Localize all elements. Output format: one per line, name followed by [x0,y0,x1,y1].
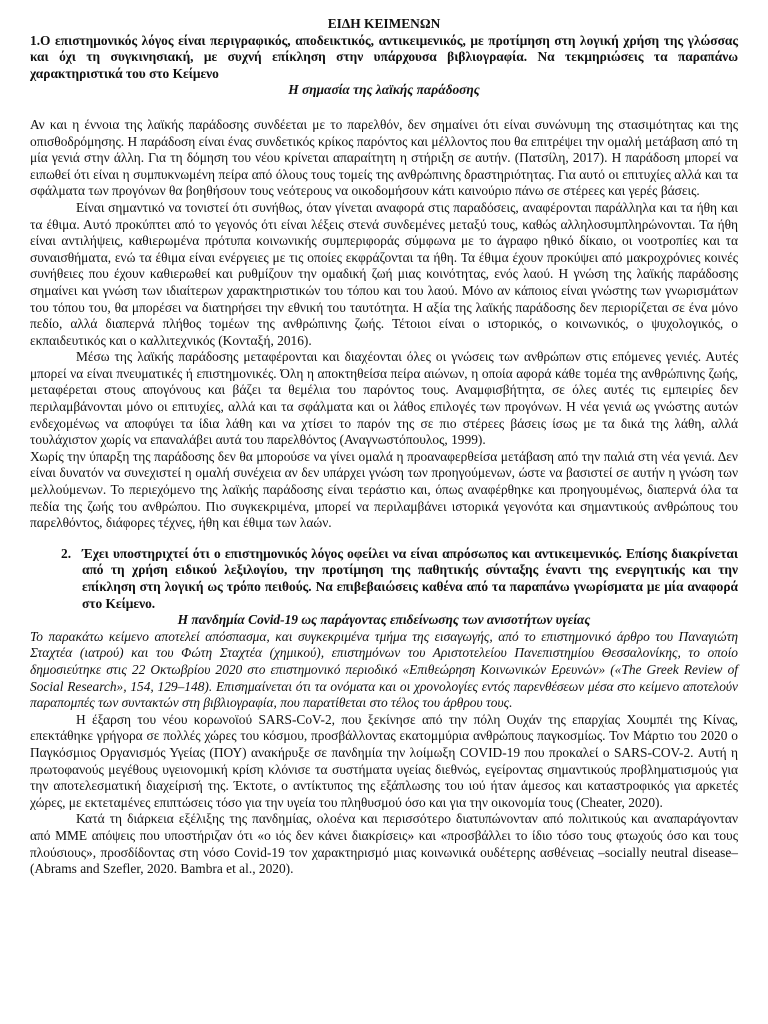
task1-paragraph-1: Αν και η έννοια της λαϊκής παράδοσης συνδέεται με το παρελθόν, δεν σημαίνει ότι είναι συνώνυμη της στασιμότητας και της οπισθοδρόμησης. Η παράδοση είναι ένας συνδετικός κρίκος παρόντος και μέλλοντος που θα επιτρέψει την ομαλή μετάβαση από τη μία γενιά στην άλλη. Για τη δόμηση του νέου κρίνεται απαραίτητη η στήριξη σε αυτήν. (Πατσίλη, 2017). Η παράδοση μπορεί να ειπωθεί ότι είναι η συμπυκνωμένη πείρα από όλους τους τομείς της ανθρώπινης δραστηριότητας. Για αυτό οι επιτυχίες αλλά και τα σφάλματα των προγόνων θα βοηθήσουν τους νεότερους να οικοδομήσουν κάτι καινούριο πάνω σε στέρεες και γερές βάσεις. [30,116,738,199]
task1-prompt: 1.Ο επιστημονικός λόγος είναι περιγραφικός, αποδεικτικός, αντικειμενικός, με προτίμηση στη λογική χρήση της γλώσσας και όχι τη συγκινησιακή, με συχνή επίκληση στην υπάρχουσα βιβλιογραφία. Να τεκμηριώσεις τα παραπάνω χαρακτηριστικά του στο Κείμενο [30,32,738,81]
task2-intro-note: Το παρακάτω κείμενο αποτελεί απόσπασμα, και συγκεκριμένα τμήμα της εισαγωγής, από το επιστημονικό άρθρο του Παναγιώτη Σταχτέα (ιατρού) και του Φώτη Σταχτέα (χημικού), επιστημόνων του Αριστοτελείου Πανεπιστημίου Θεσσαλονίκης, το οποίο δημοσιεύτηκε στις 22 Οκτωβρίου 2020 στο επιστημονικό περιοδικό «Επιθεώρηση Κοινωνικών Ερευνών» («The Greek Review of Social Research», 154, 129–148). Επισημαίνεται ότι τα ονόματα και οι χρονολογίες εντός παρενθέσεων μέσα στο κείμενο αποτελούν παραπομπές των συντακτών στη βιβλιογραφία, που παρατίθεται στο τέλος του άρθρου τους. [30,628,738,711]
task1-paragraph-4: Χωρίς την ύπαρξη της παράδοσης δεν θα μπορούσε να γίνει ομαλά η προαναφερθείσα μετάβαση από την παλιά στη νέα γενιά. Δεν είναι δυνατόν να συνεχιστεί η ομαλή συνέχεια αν δεν υπάρχει γνώση των προηγούμενων, ώστε να βασιστεί σε αυτήν η γνώση των μελλούμενων. Το περιεχόμενο της λαϊκής παράδοσης είναι τεράστιο και, όπως αναφέρθηκε και προηγουμένως, διαπερνά όλα τα πεδία της ζωής του ανθρώπου. Πιο συγκεκριμένα, μπορεί να περιλαμβάνει ιστορικά γεγονότα και σημαντικούς ανθρώπους του παρελθόντος, διάφορες τέχνες, ήθη και έθιμα των λαών. [30,448,738,531]
task2-prompt [30,546,738,612]
task2-number: 2. [61,545,72,561]
task2-prompt-text: Έχει υποστηριχτεί ότι ο επιστημονικός λόγος οφείλει να είναι απρόσωπος και αντικειμενικός. Επίσης διακρίνεται από τη χρήση ειδικού λεξιλογίου, την προτίμηση της παθητικής σύνταξης έναντι της ενεργητικής και την επίκληση στη λογική ως τρόπο πειθούς. Να επιβεβαιώσεις καθένα από τα παραπάνω γνωρίσματα με μία αναφορά στο Κείμενο. [82,545,738,611]
task2-paragraph-1: Η έξαρση του νέου κορωνοϊού SARS-CoV-2, που ξεκίνησε από την πόλη Ουχάν της επαρχίας Χουμπέι της Κίνας, επεκτάθηκε γρήγορα σε πολλές χώρες του κόσμου, προσβάλλοντας εκατομμύρια ανθρώπους παγκοσμίως. Τον Μάρτιο του 2020 ο Παγκόσμιος Οργανισμός Υγείας (ΠΟΥ) ανακήρυξε σε πανδημία την λοίμωξη COVID-19 που προκαλεί ο SARS-COV-2. Αυτή η πρωτοφανούς μεγέθους υγειονομική κρίση κλόνισε τα συστήματα υγείας διεθνώς, εγείροντας σημαντικούς προβληματισμούς για την αποτελεσματική διαχείρισή της. Έκτοτε, ο αντίκτυπος της εξάπλωσης του ιού ήταν άμεσος και καταστροφικός για αρκετές χώρες, με εκτεταμένες επιπτώσεις τόσο για την υγεία του πληθυσμού όσο και για την οικονομία τους (Cheater, 2020). [30,711,738,810]
spacer [30,99,738,117]
task1-text-title: Η σημασία της λαϊκής παράδοσης [288,82,480,98]
task2-paragraph-2: Κατά τη διάρκεια εξέλιξης της πανδημίας, ολοένα και περισσότερο διατυπώνονταν από πολιτικούς και αναπαράγονταν από ΜΜΕ απόψεις που υποστήριζαν ότι «ο ιός δεν κάνει διακρίσεις» και «προσβάλλει το ίδιο τόσο τους φτωχούς όσο και τους πλούσιους», προσδίδοντας στη νόσο Covid-19 τον χαρακτηρισμό μιας κοινωνικά ουδέτερης ασθένειας –socially neutral disease–(Abrams and Szefler, 2020. Bambra et al., 2020). [30,811,738,877]
task1-paragraph-3: Μέσω της λαϊκής παράδοσης μεταφέρονται και διαχέονται όλες οι γνώσεις των ανθρώπων στις επόμενες γενιές. Αυτές μπορεί να είναι πνευματικές ή επιστημονικές. Όλη η αποκτηθείσα πείρα αιώνων, η οποία αφορά κάθε τομέα της ανθρώπινης ζωής, μεταφέρεται στους απογόνους και βάζει τα θεμέλια του παρόντος τους. Αναμφισβήτητα, σε όλες αυτές τις εμπειρίες δεν περιλαμβάνονται μόνο οι επιτυχίες, αλλά και τα σφάλματα και οι λάθος επιλογές των προγόνων. Η νέα γενιά ως γνώστης αυτών ενδεχομένως να αποφύγει τα ίδια λάθη και να χτίσει το παρόν της σε πιο στέρεες βάσεις ίσως με τα δικά της λάθη, αλλά τουλάχιστον χωρίς να επαναλάβει αυτά του παρελθόντος (Αναγνωστόπουλος, 1999). [30,349,738,448]
document-heading: ΕΙΔΗ ΚΕΙΜΕΝΩΝ [327,16,441,31]
spacer [30,532,738,546]
task1-paragraph-2: Είναι σημαντικό να τονιστεί ότι συνήθως, όταν γίνεται αναφορά στις παραδόσεις, αναφέρονται παράλληλα και τα ήθη και τα έθιμα. Αυτό προκύπτει από το γεγονός ότι είναι λέξεις στενά συνδεμένες μεταξύ τους, καθώς αλληλοσυμπληρώνονται. Τα ήθη είναι αντιλήψεις, καθιερωμένα πρότυπα κοινωνικής συμπεριφοράς σύμφωνα με το άγραφο ηθικό δίκαιο, οι νοοτροπίες και τα συναισθήματα, ενώ τα έθιμα είναι ενέργειες με τις οποίες εκφράζονται τα ήθη. Τα έθιμα έχουν προκύψει από μακροχρόνιες κοινές συνήθειες που έχουν καθιερωθεί και ρυθμίζουν την ομαδική ζωή μιας κοινότητας, ενός λαού. Η γνώση της λαϊκής παράδοσης σημαίνει και γνώση των ιδιαίτερων χαρακτηριστικών του τόπου και του λαού. Μόνο αν κάποιος είναι γνώστης των γνωρισμάτων του τόπου του, θα μπορέσει να διατηρήσει την εθνική του ταυτότητα. Η αξία της λαϊκής παράδοσης δεν περιορίζεται σε ένα μόνο πεδίο, αλλά διαπερνά πλήθος τομέων της ανθρώπινης ζωής. Τέτοιοι είναι ο ιστορικός, ο κοινωνικός, ο ψυχολογικός, ο εκπαιδευτικός και ο καλλιτεχνικός (Κονταξή, 2016). [30,199,738,348]
task2-text-title: Η πανδημία Covid-19 ως παράγοντας επιδείνωσης των ανισοτήτων υγείας [177,612,591,628]
